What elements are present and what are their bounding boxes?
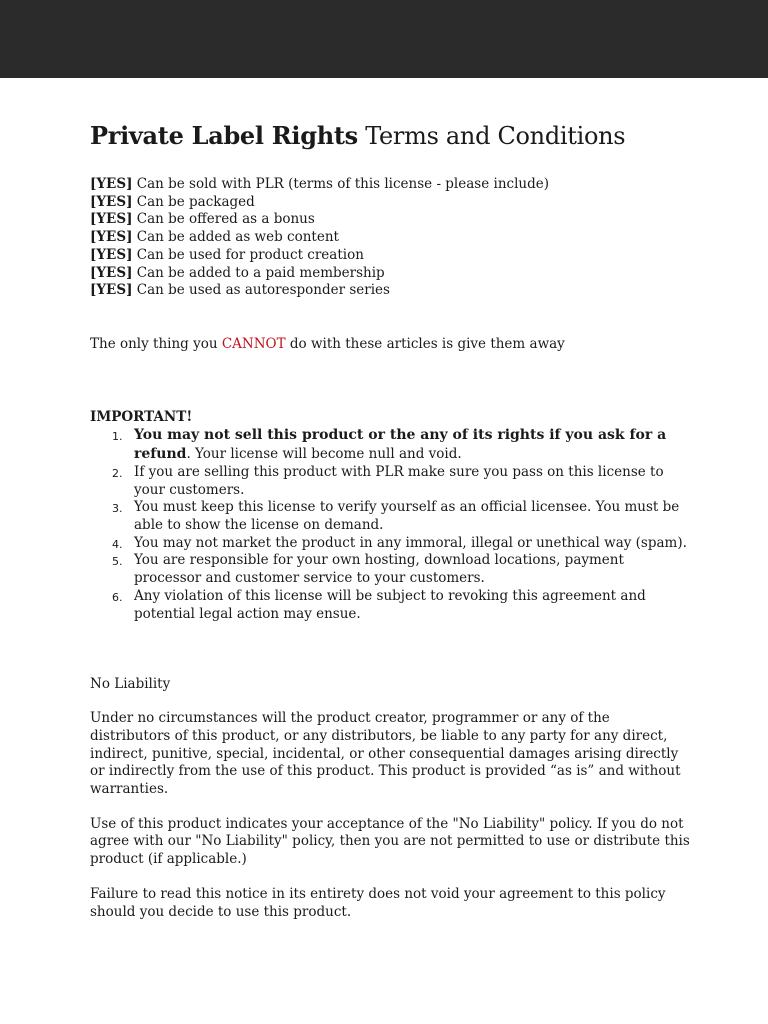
important-item — [90, 464, 694, 499]
yes-tag: [YES] — [90, 193, 133, 210]
permission-text: Can be packaged — [132, 193, 255, 210]
permissions-list — [90, 176, 690, 300]
permission-item — [90, 176, 690, 194]
permission-text: Can be used for product creation — [132, 246, 364, 263]
important-item — [90, 499, 694, 534]
page-title-rest: Terms and Conditions — [357, 122, 626, 150]
document-page — [90, 118, 690, 921]
notice-paragraph: Failure to read this notice in its entirety does not void your agreement to this policy should you decide to use this product. — [90, 885, 666, 920]
liability-paragraph: Under no circumstances will the product creator, programmer or any of the distributors of this product, or any distributors, be liable to any party for any direct, indirect, punitive, special, incidental, or other consequential damages arising directly or indirectly from the use of this product. This product is provided “as is” and without warranties. — [90, 710, 681, 798]
important-list — [90, 426, 690, 623]
yes-tag: [YES] — [90, 282, 133, 299]
permission-item — [90, 265, 690, 283]
top-bar — [0, 0, 768, 78]
permission-item — [90, 247, 690, 265]
important-item — [90, 426, 694, 464]
restriction-text-before: The only thing you — [90, 335, 222, 352]
permission-item — [90, 211, 690, 229]
permission-text: Can be added to a paid membership — [132, 264, 385, 281]
yes-tag: [YES] — [90, 211, 133, 228]
item-number: 3. — [112, 502, 123, 516]
yes-tag: [YES] — [90, 264, 133, 281]
yes-tag: [YES] — [90, 176, 133, 192]
permission-text: Can be sold with PLR (terms of this license - please include) — [132, 176, 549, 192]
item-number: 1. — [112, 429, 123, 443]
permission-item — [90, 282, 690, 300]
important-heading: IMPORTANT! — [90, 408, 193, 425]
cannot-emphasis: CANNOT — [221, 335, 286, 352]
important-item-bold: You may not sell this product or the any of its rights if you ask for a refund — [134, 426, 667, 462]
item-number: 5. — [112, 555, 123, 569]
item-number: 2. — [112, 466, 123, 480]
important-item-text: You are responsible for your own hosting, download locations, payment processor and customer service to your customers. — [134, 552, 624, 587]
important-item-text: If you are selling this product with PLR make sure you pass on this license to your customers. — [134, 463, 664, 498]
important-item-text: . Your license will become null and void. — [186, 445, 462, 462]
yes-tag: [YES] — [90, 229, 133, 246]
restriction-statement — [90, 335, 690, 353]
page-title — [90, 118, 690, 154]
important-item — [90, 535, 694, 553]
item-number: 6. — [112, 590, 123, 604]
important-item-text: You must keep this license to verify yourself as an official licensee. You must be able to show the license on demand. — [134, 499, 680, 534]
acceptance-paragraph: Use of this product indicates your acceptance of the "No Liability" policy. If you do not agree with our "No Liability" policy, then you are not permitted to use or distribute this product (if applicable.) — [90, 815, 690, 868]
permission-text: Can be offered as a bonus — [132, 211, 315, 228]
important-item — [90, 552, 694, 587]
yes-tag: [YES] — [90, 246, 133, 263]
important-item-text: You may not market the product in any immoral, illegal or unethical way (spam). — [134, 534, 687, 551]
no-liability-heading: No Liability — [90, 676, 171, 693]
item-number: 4. — [112, 537, 123, 551]
permission-item — [90, 229, 690, 247]
permission-text: Can be added as web content — [132, 229, 339, 246]
permission-text: Can be used as autoresponder series — [132, 282, 390, 299]
important-item — [90, 588, 694, 623]
restriction-text-after: do with these articles is give them away — [285, 335, 565, 352]
important-item-text: Any violation of this license will be subject to revoking this agreement and potential legal action may ensue. — [134, 587, 646, 622]
page-title-bold: Private Label Rights — [90, 121, 358, 150]
permission-item — [90, 194, 690, 212]
